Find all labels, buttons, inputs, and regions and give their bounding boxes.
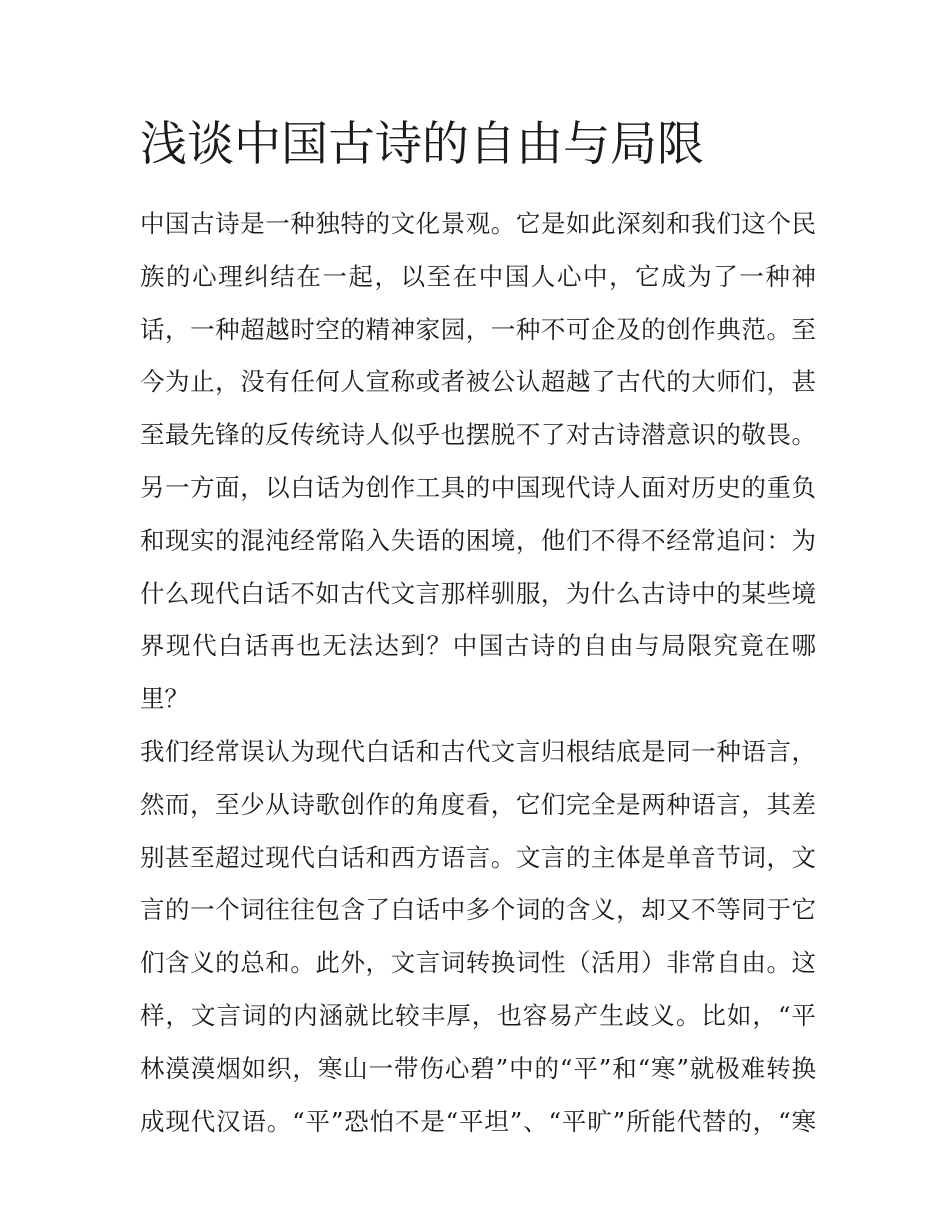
- text-line: 林漠漠烟如织，寒山一带伤心碧”中的“平”和“寒”就极难转换: [140, 1053, 816, 1083]
- text-line: 我们经常误认为现代白话和古代文言归根结底是同一种语言，: [140, 736, 816, 766]
- text-line: 什么现代白话不如古代文言那样驯服，为什么古诗中的某些境: [140, 578, 816, 608]
- paragraph-1: [140, 198, 816, 726]
- text-line: 别甚至超过现代白话和西方语言。文言的主体是单音节词，文: [140, 842, 816, 872]
- text-line: 今为止，没有任何人宣称或者被公认超越了古代的大师们，甚: [140, 367, 816, 397]
- text-line: 样，文言词的内涵就比较丰厚，也容易产生歧义。比如，“平: [140, 1000, 816, 1030]
- text-line: 成现代汉语。“平”恐怕不是“平坦”、“平旷”所能代替的，“寒: [140, 1106, 816, 1136]
- text-line: 族的心理纠结在一起，以至在中国人心中，它成为了一种神: [140, 261, 816, 291]
- page-title: 浅谈中国古诗的自由与局限: [140, 117, 704, 172]
- text-line: 言的一个词往往包含了白话中多个词的含义，却又不等同于它: [140, 895, 816, 925]
- text-line: 和现实的混沌经常陷入失语的困境，他们不得不经常追问：为: [140, 525, 816, 555]
- text-line: 然而，至少从诗歌创作的角度看，它们完全是两种语言，其差: [140, 789, 816, 819]
- text-line: 们含义的总和。此外，文言词转换词性（活用）非常自由。这: [140, 948, 816, 978]
- text-line: 话，一种超越时空的精神家园，一种不可企及的创作典范。至: [140, 314, 816, 344]
- text-line: 界现代白话再也无法达到？中国古诗的自由与局限究竟在哪: [140, 631, 816, 661]
- text-line: 另一方面，以白话为创作工具的中国现代诗人面对历史的重负: [140, 472, 816, 502]
- paragraph-2: [140, 726, 816, 1148]
- document-body: [140, 198, 816, 1148]
- text-line: 中国古诗是一种独特的文化景观。它是如此深刻和我们这个民: [140, 209, 816, 238]
- text-line: 里？: [140, 684, 189, 714]
- text-line: 至最先锋的反传统诗人似乎也摆脱不了对古诗潜意识的敬畏。: [140, 420, 816, 450]
